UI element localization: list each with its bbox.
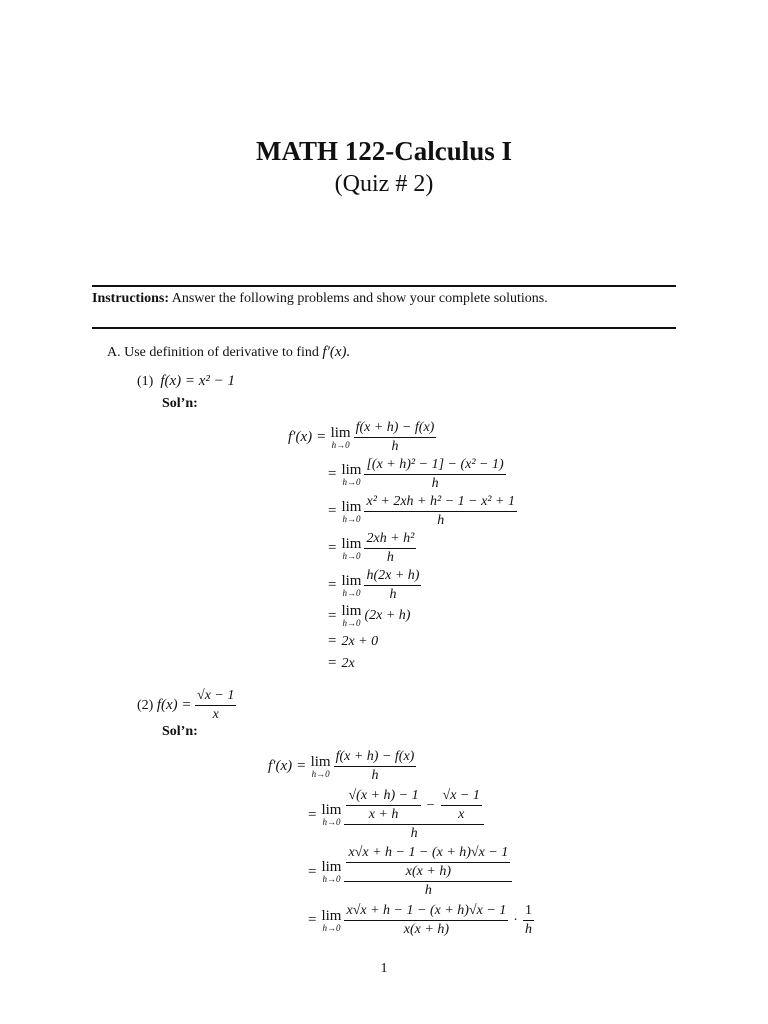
page-subtitle: (Quiz # 2) <box>334 171 434 197</box>
expression: 2x + 0 <box>341 633 379 649</box>
p2-step-4: = lim h→0 $\frac{x√x + h - 1 - (x + h)√x - 1}{x(x + h)}$ · $\frac{1}{h}$ <box>308 903 532 937</box>
problem-1-function: f(x) = x² − 1 <box>160 373 236 389</box>
p1-step-7: = 2x + 0 <box>328 633 379 649</box>
part-a-heading <box>107 344 350 361</box>
fraction: $\frac{f(x + h) - f(x)}{h}$ <box>355 420 435 454</box>
fraction: $\frac{\text{[(x + h)² − 1] − (x² − 1)}}{h}$ <box>366 457 504 491</box>
problem-1-solution-label: Sol’n: <box>162 396 198 411</box>
fraction: $\frac{\text{x² + 2xh + h² − 1 − x² + 1}}{h}$ <box>366 494 515 528</box>
limit: lim h→0 <box>341 535 362 561</box>
compound-fraction: $\frac{√(x + h) - 1}{x + h}$ − $\frac{√x - 1}{x}$ h <box>344 788 483 842</box>
problem-1-number: (1) <box>137 374 154 389</box>
p2-step-1: f′(x) = lim h→0 $\frac{f(x + h) - f(x)}{h}$ <box>268 749 415 783</box>
p1-step-2: = lim h→0 $\frac{\text{[(x + h)² − 1] − (x² − 1)}}{h}$ <box>328 457 504 491</box>
problem-2-function-lhs: f(x) = <box>156 697 192 713</box>
problem-2-statement <box>137 688 236 723</box>
limit: lim h→0 <box>321 802 342 827</box>
bottom-rule <box>92 327 676 329</box>
top-rule <box>92 285 676 287</box>
limit: lim h→0 <box>341 603 362 628</box>
instructions-text: Answer the following problems and show your complete solutions. <box>171 291 548 306</box>
p1-step-4: = lim h→0 $\frac{\text{2xh + h²}}{h}$ <box>328 531 415 565</box>
p1-step-6: = lim h→0 (2x + h) <box>328 603 411 628</box>
limit: lim h→0 <box>310 753 331 779</box>
limit: lim h→0 <box>341 461 362 487</box>
p1-step-5: = lim h→0 $\frac{h(2x + h)}{h}$ <box>328 568 420 602</box>
p1-step-8: = 2x <box>328 655 355 671</box>
expression: 2x <box>341 655 355 671</box>
problem-2-number: (2) <box>137 697 154 713</box>
limit: lim h→0 <box>330 424 351 450</box>
limit: lim h→0 <box>341 572 362 598</box>
fraction: $\frac{\text{2xh + h²}}{h}$ <box>366 531 415 565</box>
limit: lim h→0 <box>341 498 362 524</box>
limit: lim h→0 <box>321 859 342 884</box>
fraction: $\frac{h(2x + h)}{h}$ <box>366 568 420 602</box>
problem-2-solution-label: Sol’n: <box>162 724 198 739</box>
problem-2-function-fraction: $\frac{√x - 1}{x}$ <box>197 688 235 722</box>
problem-1-statement <box>137 373 235 390</box>
part-a-target: f′(x). <box>322 344 351 360</box>
expression: (2x + h) <box>364 608 411 623</box>
p1-lhs: f′(x) <box>288 429 313 445</box>
fraction: $\frac{x√x + h - 1 - (x + h)√x - 1}{x(x + h)}$ <box>346 903 507 937</box>
p2-lhs: f′(x) <box>268 758 293 774</box>
p1-step-3: = lim h→0 $\frac{\text{x² + 2xh + h² − 1 − x² + 1}}{h}$ <box>328 494 515 528</box>
limit: lim h→0 <box>321 907 342 933</box>
instructions-label: Instructions: <box>92 291 170 306</box>
page-title: MATH 122-Calculus I <box>255 136 512 166</box>
compound-fraction: $\frac{\frac{x√x + h - 1 - (x + h)√x - 1}{x(x + h)}}{h}$ <box>344 845 512 899</box>
p1-step-1: f′(x) = lim h→0 $\frac{f(x + h) - f(x)}{h}$ <box>288 420 435 454</box>
p2-step-2: = lim h→0 $\frac{√(x + h) - 1}{x + h}$ − $\frac{√x - 1}{x}$ h <box>303 788 484 842</box>
fraction: $\frac{1}{h}$ <box>524 903 532 937</box>
part-a-label: A. Use definition of derivative to find <box>107 345 319 360</box>
p2-step-3: = lim h→0 $\frac{\frac{x√x + h - 1 - (x + h)√x - 1}{x(x + h)}}{h}$ <box>303 845 512 899</box>
page-number: 1 <box>380 961 388 976</box>
fraction: $\frac{f(x + h) - f(x)}{h}$ <box>335 749 415 783</box>
instructions <box>92 291 548 307</box>
